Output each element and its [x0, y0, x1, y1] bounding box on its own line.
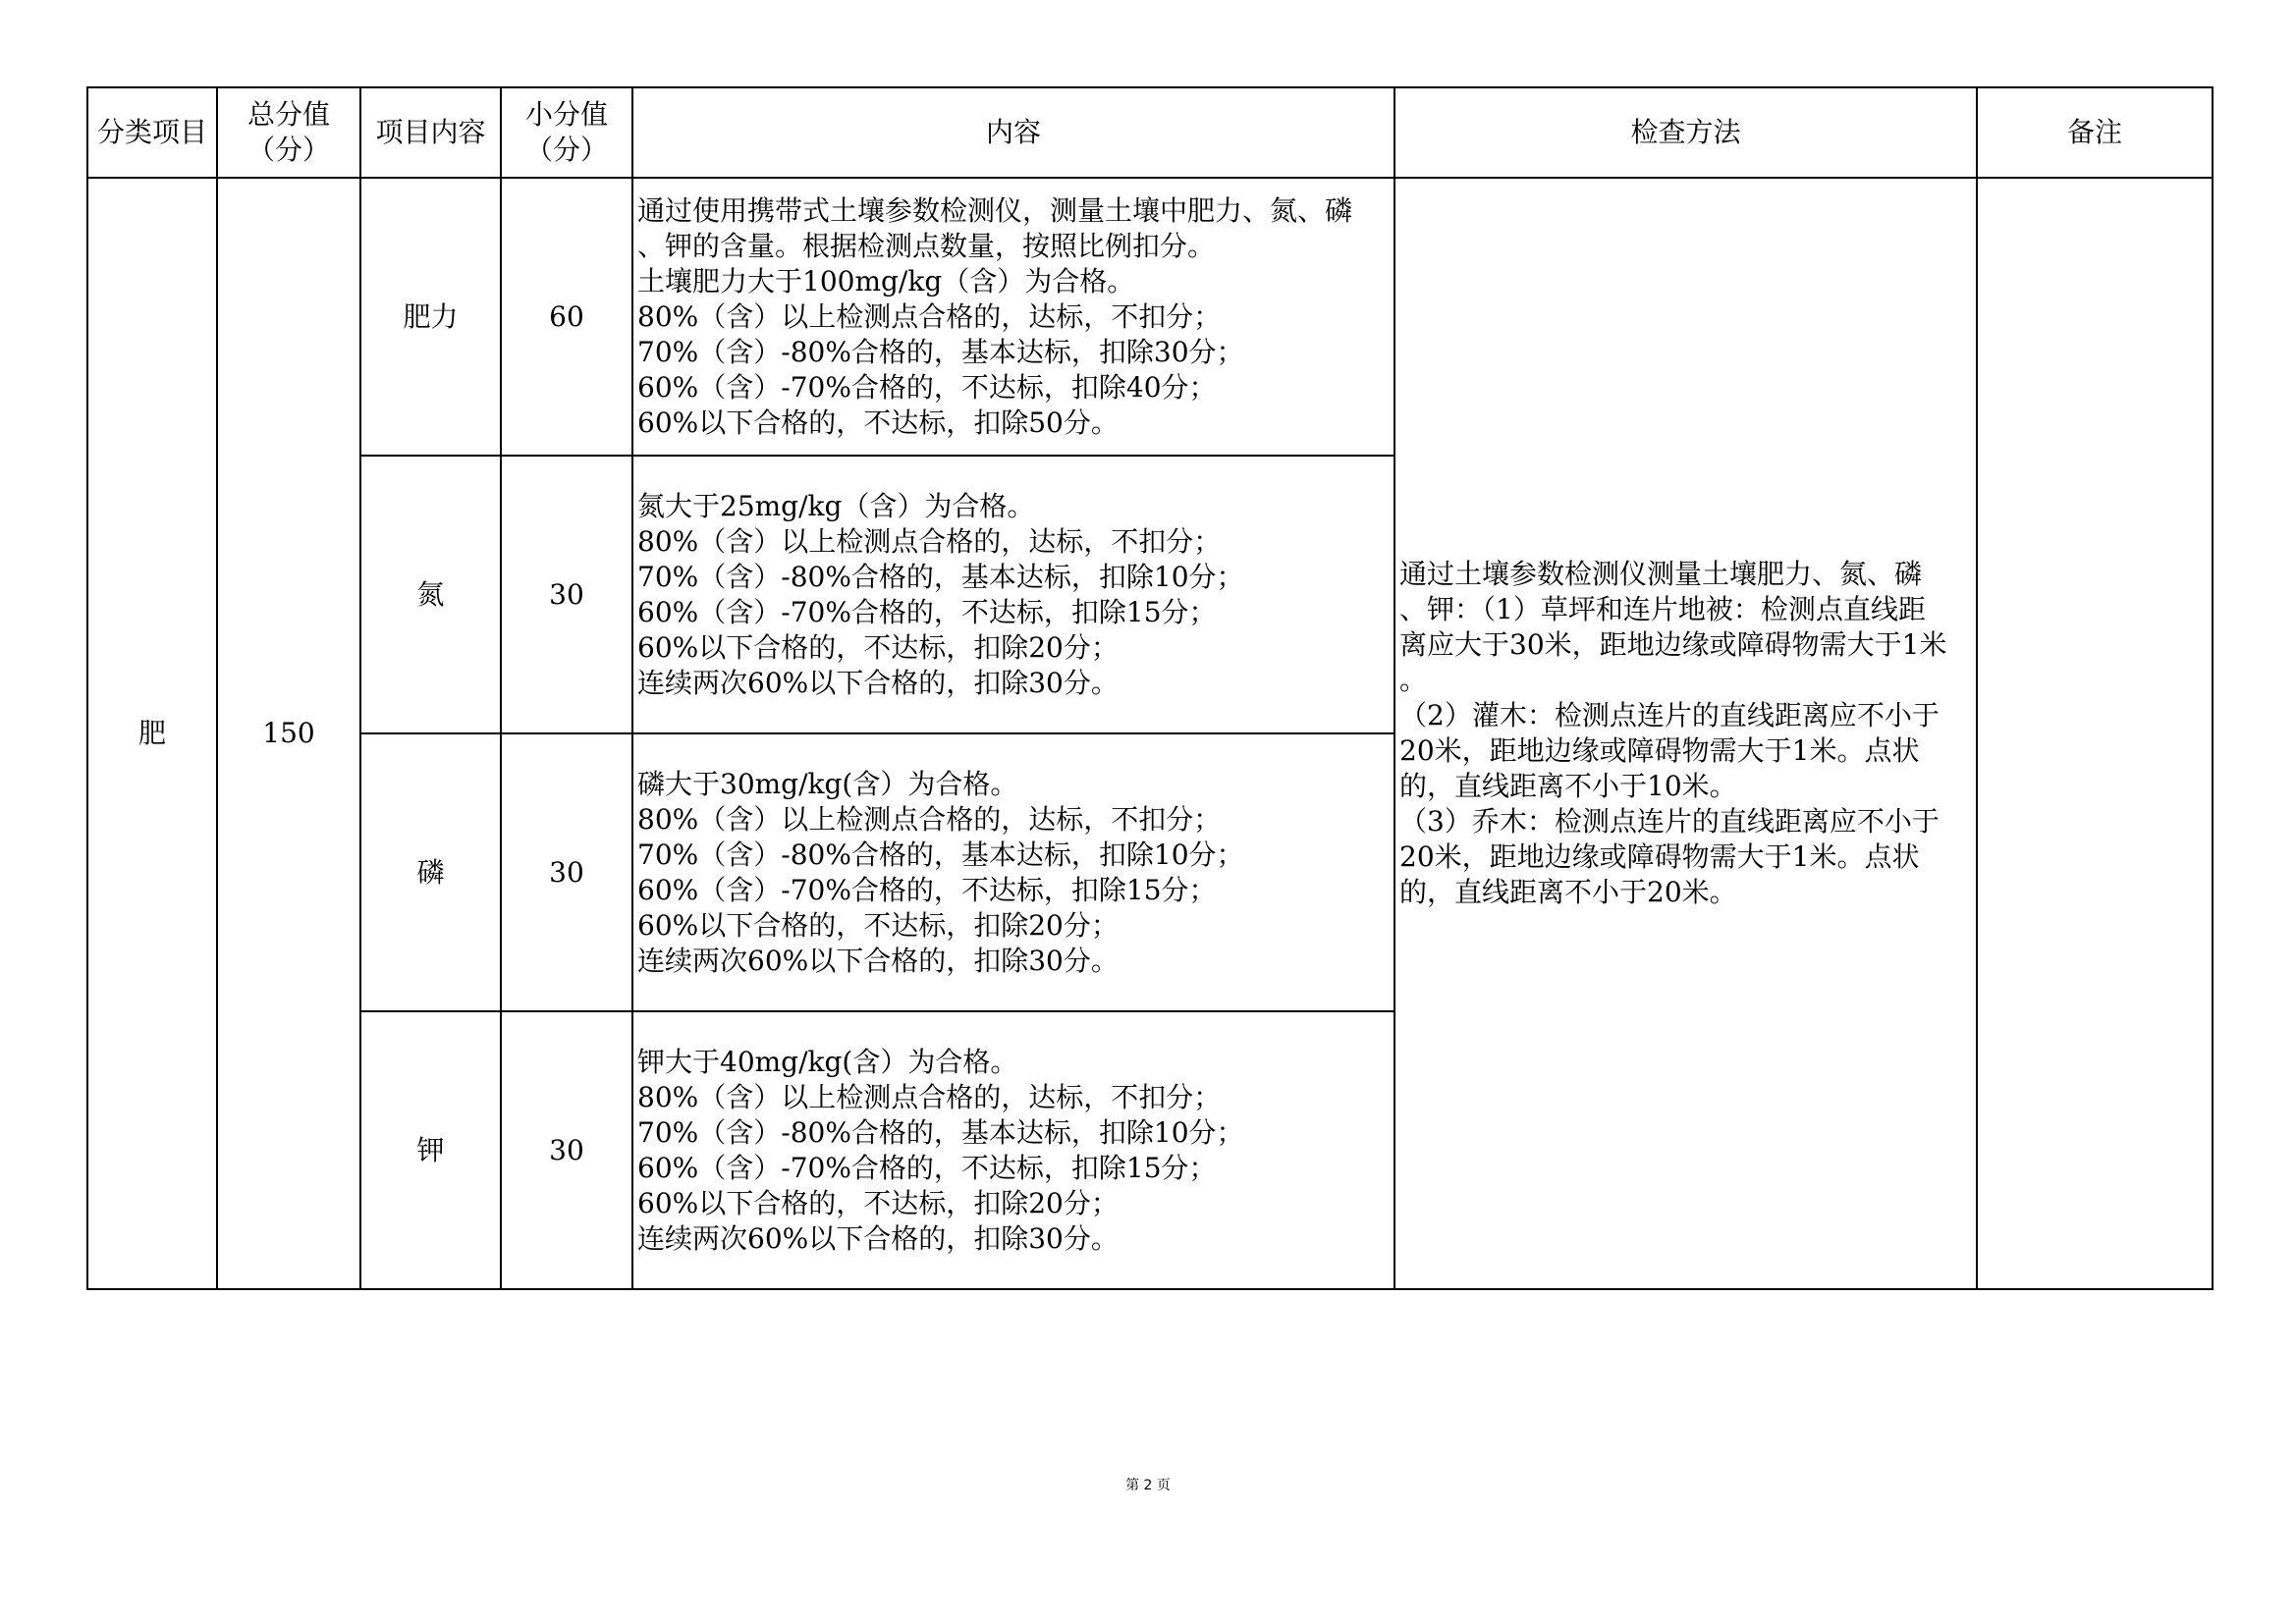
item-cell: 氮 [360, 456, 501, 733]
content-cell [632, 1011, 1394, 1289]
total-score-cell: 150 [217, 178, 360, 1289]
content-line: 60%以下合格的，不达标，扣除20分； [637, 1186, 1119, 1219]
header-remark: 备注 [1977, 87, 2213, 178]
content-line: 60%（含）-70%合格的，不达标，扣除15分； [637, 595, 1217, 628]
content-line: 60%（含）-70%合格的，不达标，扣除15分； [637, 1151, 1217, 1184]
content-line: 通过使用携带式土壤参数检测仪，测量土壤中肥力、氮、磷 [637, 193, 1353, 227]
content-line: 70%（含）-80%合格的，基本达标，扣除10分； [637, 838, 1244, 871]
item-cell: 磷 [360, 733, 501, 1011]
method-line: （3）乔木：检测点连片的直线距离应不小于 [1399, 805, 1940, 838]
score-cell: 30 [501, 1011, 632, 1289]
content-line: 土壤肥力大于100mg/kg（含）为合格。 [637, 264, 1135, 298]
content-line: 80%（含）以上检测点合格的，达标，不扣分； [637, 1080, 1222, 1113]
content-line: 连续两次60%以下合格的，扣除30分。 [637, 666, 1119, 699]
header-total-score: 总分值 （分） [217, 87, 360, 178]
table-row [87, 178, 2213, 456]
content-line: 60%以下合格的，不达标，扣除20分； [637, 908, 1119, 942]
method-line: 、钾：（1）草坪和连片地被：检测点直线距 [1399, 593, 1926, 625]
scoring-table [86, 86, 2214, 1290]
content-line: 80%（含）以上检测点合格的，达标，不扣分； [637, 299, 1222, 333]
header-method: 检查方法 [1394, 87, 1977, 178]
content-cell [632, 456, 1394, 733]
content-line: 连续两次60%以下合格的，扣除30分。 [637, 1221, 1119, 1255]
content-line: 60%（含）-70%合格的，不达标，扣除15分； [637, 873, 1217, 906]
category-cell: 肥 [87, 178, 217, 1289]
method-line: （2）灌木：检测点连片的直线距离应不小于 [1399, 699, 1940, 731]
content-line: 60%以下合格的，不达标，扣除20分； [637, 630, 1119, 664]
content-line: 钾大于40mg/kg(含）为合格。 [637, 1045, 1018, 1078]
page-number: 第 2 页 [1125, 1478, 1171, 1493]
content-line: 60%（含）-70%合格的，不达标，扣除40分； [637, 370, 1217, 404]
header-category: 分类项目 [87, 87, 217, 178]
content-line: 80%（含）以上检测点合格的，达标，不扣分； [637, 524, 1222, 558]
content-line: 、钾的含量。根据检测点数量，按照比例扣分。 [637, 229, 1216, 262]
header-content: 内容 [632, 87, 1394, 178]
content-line: 70%（含）-80%合格的，基本达标，扣除30分； [637, 335, 1244, 368]
item-cell: 肥力 [360, 178, 501, 456]
content-line: 70%（含）-80%合格的，基本达标，扣除10分； [637, 560, 1244, 593]
score-cell: 60 [501, 178, 632, 456]
content-cell [632, 733, 1394, 1011]
method-line: 20米，距地边缘或障碍物需大于1米。点状 [1399, 840, 1920, 873]
content-cell [632, 178, 1394, 456]
method-line: 的，直线距离不小于20米。 [1399, 876, 1737, 908]
item-cell: 钾 [360, 1011, 501, 1289]
score-cell: 30 [501, 733, 632, 1011]
content-line: 70%（含）-80%合格的，基本达标，扣除10分； [637, 1115, 1244, 1149]
content-line: 60%以下合格的，不达标，扣除50分。 [637, 406, 1119, 439]
method-line: 离应大于30米，距地边缘或障碍物需大于1米 [1399, 628, 1947, 661]
remark-cell [1977, 178, 2213, 1289]
content-line: 80%（含）以上检测点合格的，达标，不扣分； [637, 802, 1222, 836]
method-line: 。 [1399, 664, 1428, 696]
method-line: 的，直线距离不小于10米。 [1399, 770, 1737, 802]
header-row [87, 87, 2213, 178]
content-line: 氮大于25mg/kg（含）为合格。 [637, 489, 1035, 522]
method-cell [1394, 178, 1977, 1289]
method-line: 20米，距地边缘或障碍物需大于1米。点状 [1399, 734, 1920, 767]
header-item: 项目内容 [360, 87, 501, 178]
score-cell: 30 [501, 456, 632, 733]
content-line: 磷大于30mg/kg(含）为合格。 [637, 767, 1018, 800]
header-sub-score: 小分值 （分） [501, 87, 632, 178]
content-line: 连续两次60%以下合格的，扣除30分。 [637, 944, 1119, 977]
method-line: 通过土壤参数检测仪测量土壤肥力、氮、磷 [1399, 558, 1923, 590]
